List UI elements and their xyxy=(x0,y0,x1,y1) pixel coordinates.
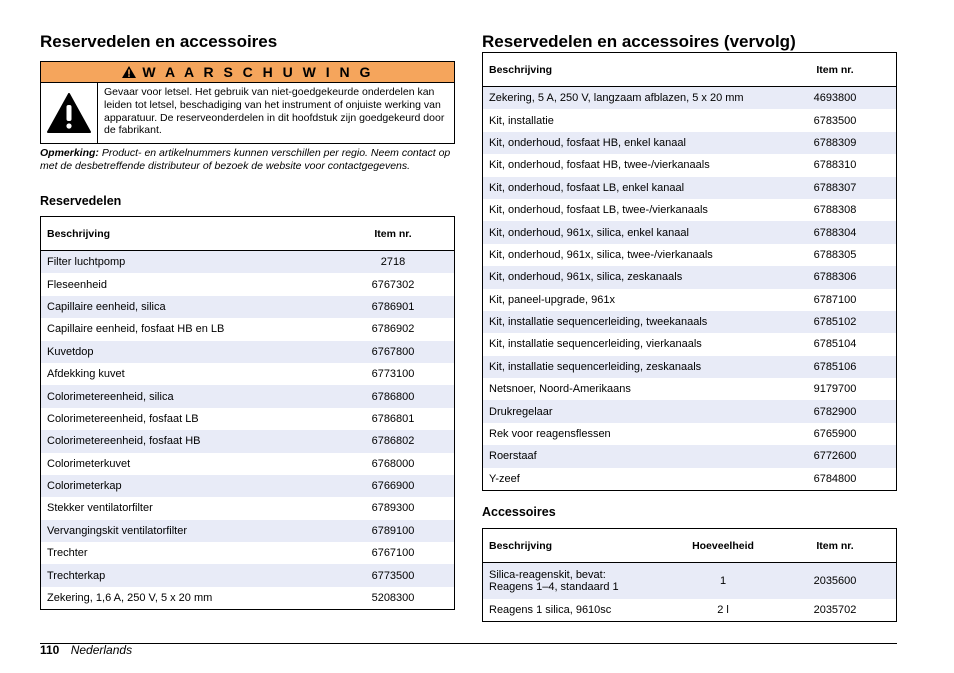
cell-description: Colorimetereenheid, silica xyxy=(41,385,333,407)
cell-description: Colorimeterkap xyxy=(41,475,333,497)
cell-quantity: 1 xyxy=(672,563,774,600)
cell-description: Kit, installatie sequencerleiding, tweekanaals xyxy=(483,311,775,333)
cell-item-nr: 6767302 xyxy=(332,273,455,295)
spares-heading: Reservedelen xyxy=(40,194,122,208)
cell-description: Kit, onderhoud, 961x, silica, twee-/vierkanaals xyxy=(483,244,775,266)
page-number: 110 xyxy=(40,643,60,657)
cell-description: Kit, onderhoud, 961x, silica, zeskanaals xyxy=(483,266,775,288)
cell-item-nr: 2718 xyxy=(332,251,455,274)
cell-item-nr: 6789300 xyxy=(332,497,455,519)
cell-item-nr: 6782900 xyxy=(774,400,897,422)
footer xyxy=(40,643,132,657)
warning-box xyxy=(40,61,455,144)
warning-header xyxy=(41,62,454,83)
table-row xyxy=(483,154,897,176)
cell-item-nr: 2035600 xyxy=(774,563,897,600)
table-row xyxy=(483,87,897,110)
col-header-item-nr: Item nr. xyxy=(774,53,897,87)
table-row xyxy=(483,244,897,266)
spares-table xyxy=(40,216,455,610)
footer-divider xyxy=(40,643,897,644)
cell-item-nr: 9179700 xyxy=(774,378,897,400)
cell-item-nr: 6784800 xyxy=(774,468,897,491)
col-header-item-nr: Item nr. xyxy=(332,217,455,251)
cell-quantity: 2 l xyxy=(672,599,774,622)
table-row xyxy=(41,251,455,274)
page-title-continued: Reservedelen en accessoires (vervolg) xyxy=(482,32,796,51)
cell-description: Rek voor reagensflessen xyxy=(483,423,775,445)
cell-description: Netsnoer, Noord-Amerikaans xyxy=(483,378,775,400)
cell-line: Silica-reagenskit, bevat: xyxy=(489,568,606,581)
cell-description: Colorimeterkuvet xyxy=(41,453,333,475)
cell-description: Filter luchtpomp xyxy=(41,251,333,274)
table-row xyxy=(41,273,455,295)
table-row xyxy=(41,408,455,430)
cell-item-nr: 6765900 xyxy=(774,423,897,445)
cell-description: Kit, onderhoud, 961x, silica, enkel kanaal xyxy=(483,221,775,243)
cell-description: Kuvetdop xyxy=(41,341,333,363)
table-row xyxy=(41,475,455,497)
warning-text: Gevaar voor letsel. Het gebruik van niet-goedgekeurde onderdelen kan leiden tot letsel, beschadiging van het instrument of onjuiste werking van apparatuur. De reserveonderdelen in dit hoofdstuk zijn goedgekeurd door de fabrikant. xyxy=(104,86,445,137)
cell-item-nr: 6786800 xyxy=(332,385,455,407)
cell-item-nr: 6787100 xyxy=(774,289,897,311)
cell-item-nr: 6785102 xyxy=(774,311,897,333)
table-row xyxy=(41,341,455,363)
cell-description xyxy=(483,563,673,600)
cell-description: Kit, installatie xyxy=(483,109,775,131)
cell-item-nr: 6786902 xyxy=(332,318,455,340)
table-row xyxy=(483,445,897,467)
cell-description: Colorimetereenheid, fosfaat HB xyxy=(41,430,333,452)
cell-item-nr: 6785106 xyxy=(774,356,897,378)
cell-description: Kit, installatie sequencerleiding, zeskanaals xyxy=(483,356,775,378)
cell-item-nr: 6767100 xyxy=(332,542,455,564)
table-row xyxy=(483,378,897,400)
cell-item-nr: 6785104 xyxy=(774,333,897,355)
cell-item-nr: 5208300 xyxy=(332,587,455,610)
cell-description: Zekering, 1,6 A, 250 V, 5 x 20 mm xyxy=(41,587,333,610)
table-row xyxy=(41,587,455,610)
cell-description: Kit, installatie sequencerleiding, vierkanaals xyxy=(483,333,775,355)
warning-small-icon xyxy=(122,64,143,80)
col-header-description: Beschrijving xyxy=(41,217,333,251)
cell-description: Stekker ventilatorfilter xyxy=(41,497,333,519)
cell-description: Trechterkap xyxy=(41,564,333,586)
table-row xyxy=(483,468,897,491)
cell-item-nr: 4693800 xyxy=(774,87,897,110)
cell-item-nr: 6783500 xyxy=(774,109,897,131)
table-row xyxy=(41,363,455,385)
cell-item-nr: 6788307 xyxy=(774,177,897,199)
warning-triangle-icon xyxy=(41,83,98,143)
table-row xyxy=(483,400,897,422)
cell-item-nr: 6788308 xyxy=(774,199,897,221)
table-row xyxy=(483,266,897,288)
cell-item-nr: 6773100 xyxy=(332,363,455,385)
table-row xyxy=(483,599,897,622)
cell-description: Kit, onderhoud, fosfaat HB, enkel kanaal xyxy=(483,132,775,154)
col-header-item-nr: Item nr. xyxy=(774,529,897,563)
table-row xyxy=(483,311,897,333)
cell-description: Zekering, 5 A, 250 V, langzaam afblazen, 5 x 20 mm xyxy=(483,87,775,110)
table-row xyxy=(483,221,897,243)
table-row xyxy=(483,132,897,154)
cell-description: Kit, onderhoud, fosfaat LB, twee-/vierkanaals xyxy=(483,199,775,221)
col-header-description: Beschrijving xyxy=(483,53,775,87)
cell-description: Trechter xyxy=(41,542,333,564)
table-row xyxy=(41,385,455,407)
cell-item-nr: 6788305 xyxy=(774,244,897,266)
table-row xyxy=(41,497,455,519)
cell-item-nr: 6788304 xyxy=(774,221,897,243)
table-row xyxy=(41,318,455,340)
table-row xyxy=(41,453,455,475)
cell-description: Y-zeef xyxy=(483,468,775,491)
table-row xyxy=(483,289,897,311)
table-row xyxy=(41,564,455,586)
cell-description: Vervangingskit ventilatorfilter xyxy=(41,520,333,542)
col-header-quantity: Hoeveelheid xyxy=(672,529,774,563)
cell-description: Afdekking kuvet xyxy=(41,363,333,385)
cell-item-nr: 6786802 xyxy=(332,430,455,452)
accessories-table xyxy=(482,528,897,622)
accessories-heading: Accessoires xyxy=(482,505,556,519)
cell-item-nr: 6773500 xyxy=(332,564,455,586)
table-row xyxy=(41,296,455,318)
table-row xyxy=(41,430,455,452)
cell-item-nr: 6772600 xyxy=(774,445,897,467)
note xyxy=(40,147,455,172)
note-label: Opmerking: xyxy=(40,147,99,159)
cell-description: Drukregelaar xyxy=(483,400,775,422)
spares-table-continued xyxy=(482,52,897,491)
table-row xyxy=(483,177,897,199)
cell-description: Kit, onderhoud, fosfaat HB, twee-/vierkanaals xyxy=(483,154,775,176)
cell-description: Reagens 1 silica, 9610sc xyxy=(483,599,673,622)
cell-description: Kit, paneel-upgrade, 961x xyxy=(483,289,775,311)
cell-description: Colorimetereenheid, fosfaat LB xyxy=(41,408,333,430)
cell-description: Capillaire eenheid, fosfaat HB en LB xyxy=(41,318,333,340)
table-row xyxy=(483,356,897,378)
cell-description: Fleseenheid xyxy=(41,273,333,295)
cell-item-nr: 6789100 xyxy=(332,520,455,542)
col-header-description: Beschrijving xyxy=(483,529,673,563)
cell-item-nr: 6768000 xyxy=(332,453,455,475)
cell-line: Reagens 1–4, standaard 1 xyxy=(489,581,619,593)
table-row xyxy=(483,563,897,600)
table-row xyxy=(483,333,897,355)
cell-item-nr: 2035702 xyxy=(774,599,897,622)
page-title: Reservedelen en accessoires xyxy=(40,32,278,51)
cell-item-nr: 6788310 xyxy=(774,154,897,176)
table-row xyxy=(483,109,897,131)
cell-item-nr: 6788309 xyxy=(774,132,897,154)
cell-description: Roerstaaf xyxy=(483,445,775,467)
table-row xyxy=(41,520,455,542)
cell-item-nr: 6786801 xyxy=(332,408,455,430)
cell-item-nr: 6766900 xyxy=(332,475,455,497)
cell-item-nr: 6788306 xyxy=(774,266,897,288)
cell-description: Kit, onderhoud, fosfaat LB, enkel kanaal xyxy=(483,177,775,199)
cell-item-nr: 6786901 xyxy=(332,296,455,318)
table-row xyxy=(483,423,897,445)
warning-heading: W A A R S C H U W I N G xyxy=(142,64,374,80)
cell-item-nr: 6767800 xyxy=(332,341,455,363)
table-row xyxy=(483,199,897,221)
cell-description: Capillaire eenheid, silica xyxy=(41,296,333,318)
footer-language: Nederlands xyxy=(70,643,133,657)
table-row xyxy=(41,542,455,564)
note-text: Product- en artikelnummers kunnen verschillen per regio. Neem contact op met de desbetreffende distributeur of bezoek de website voor contactgegevens. xyxy=(40,147,451,172)
